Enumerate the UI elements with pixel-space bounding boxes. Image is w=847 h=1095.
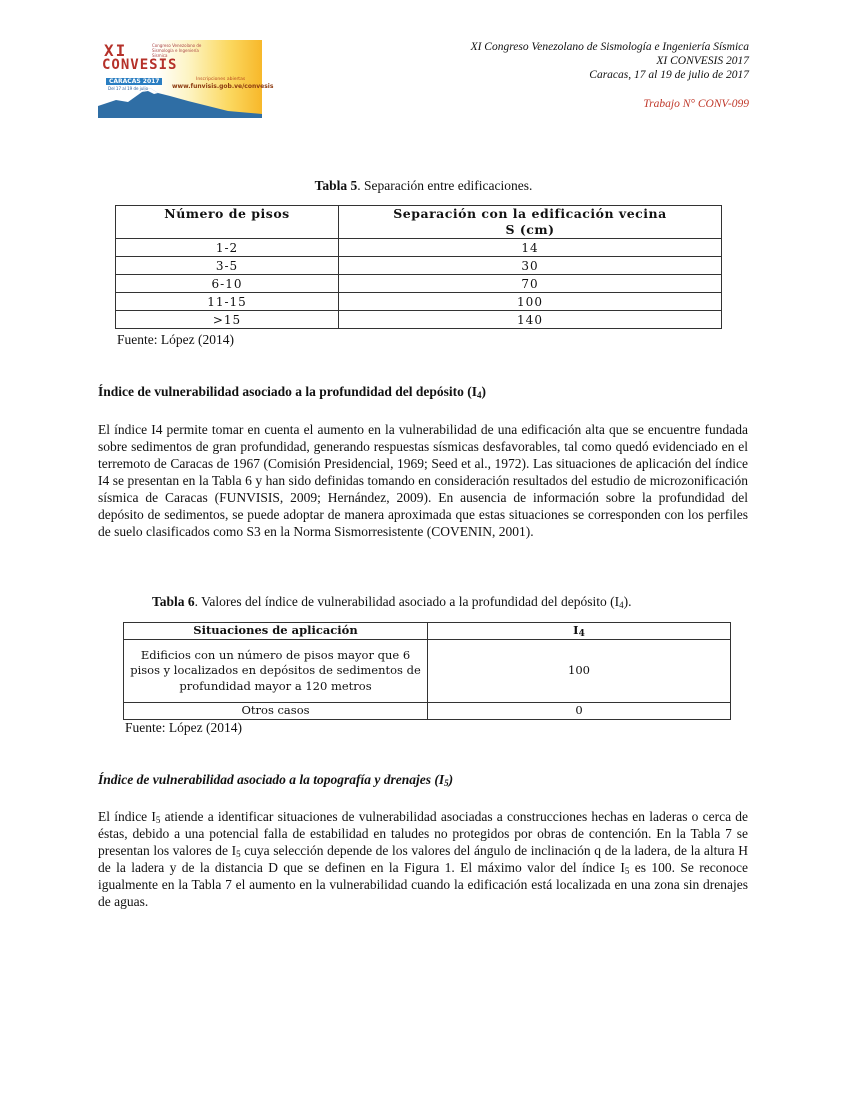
section-i5-heading-end: ) xyxy=(448,772,454,787)
table5 xyxy=(115,205,722,329)
section-i5-paragraph xyxy=(98,808,748,910)
table5-sep: 140 xyxy=(339,311,722,329)
table5-caption xyxy=(0,178,847,194)
table5-caption-text: . Separación entre edificaciones. xyxy=(357,178,533,193)
section-i5-text-2: atiende a identificar situaciones de vulnerabilidad asociadas a construcciones hechas en laderas o cerca de éstas, debido a una potencial falla de estabilidad en taludes no protegidos por obras de contención. En la Tabla 7 se presentan los valores de I xyxy=(98,809,749,858)
table5-caption-label: Tabla 5 xyxy=(314,178,358,193)
section-i5-sub-1: 5 xyxy=(155,815,161,825)
table-row xyxy=(124,703,731,720)
logo-url: www.funvisis.gob.ve/convesis xyxy=(172,83,274,90)
header-edition: XI CONVESIS 2017 xyxy=(656,55,749,67)
table6-valor: 0 xyxy=(428,703,731,720)
logo-name: CONVESIS xyxy=(102,57,178,73)
section-i4-heading xyxy=(98,384,486,400)
table5-pisos: >15 xyxy=(116,311,339,329)
table5-source: Fuente: López (2014) xyxy=(117,332,234,347)
table5-pisos: 3-5 xyxy=(116,257,339,275)
table-row xyxy=(116,293,722,311)
logo-tagline: Congreso Venezolano de Sismología e Ingeniería Sísmica xyxy=(152,43,202,58)
table-row xyxy=(116,275,722,293)
table6-col1-header: Situaciones de aplicación xyxy=(124,623,428,640)
section-i5-sub-2: 5 xyxy=(236,849,241,859)
table5-header-row xyxy=(116,206,722,239)
table6-col2-text: I xyxy=(573,623,579,638)
section-i4-paragraph: El índice I4 permite tomar en cuenta el aumento en la vulnerabilidad de una edificación alta que se encuentre fundada sobre sedimentos de gran profundidad, generando respuestas sísmicas desfavorables, tal como quedó evidenciado en el terremoto de Caracas de 1967 (Comisión Presidencial, 1969; Seed et al., 1972). Las situaciones de aplicación del índice I4 se presentan en la Tabla 6 y han sido definidas tomando en consideración resultados del estudio de microzonificación sísmica de Caracas (FUNVISIS, 2009; Hernández, 2009). En ausencia de información sobre la profundidad del depósito de sedimentos, se puede adoptar de manera aproximada que estas situaciones se corresponden con los perfiles de suelo clasificados como S3 en la Norma Sismorresistente (COVENIN, 2001). xyxy=(98,422,748,539)
table5-col1-header: Número de pisos xyxy=(116,206,339,239)
table6-situacion: Edificios con un número de pisos mayor que 6 pisos y localizados en depósitos de sedimentos de profundidad mayor a 120 metros xyxy=(124,640,428,703)
table5-col2-line1: Separación con la edificación vecina xyxy=(393,206,667,221)
table5-col2-line2: S (cm) xyxy=(505,222,555,237)
section-i5-heading-sub: 5 xyxy=(444,778,449,788)
table-row xyxy=(116,239,722,257)
section-i4-heading-text: Índice de vulnerabilidad asociado a la profundidad del depósito (I xyxy=(98,384,477,399)
table-row xyxy=(116,257,722,275)
table5-pisos: 6-10 xyxy=(116,275,339,293)
table6-col2-header xyxy=(428,623,731,640)
logo-city: CARACAS 2017 xyxy=(106,78,162,85)
convesis-logo xyxy=(98,40,274,118)
table5-sep: 70 xyxy=(339,275,722,293)
table6-col2-sub: 4 xyxy=(578,629,585,640)
table5-sep: 100 xyxy=(339,293,722,311)
logo-inscriptions: Inscripciones abiertas xyxy=(196,77,246,82)
section-i5-text-3: cuya selección depende de los valores del ángulo de inclinación q de la ladera, de la altura H de la ladera y de la distancia D que se definen en la Figura 1. El máximo valor del índice I xyxy=(98,843,748,875)
table6-caption-label: Tabla 6 xyxy=(152,594,195,609)
logo-dates: Del 17 al 19 de julio xyxy=(108,86,149,91)
header-work-number: Trabajo N° CONV-099 xyxy=(643,98,749,110)
table6-caption-text: . Valores del índice de vulnerabilidad asociado a la profundidad del depósito (I xyxy=(194,594,620,609)
section-i5-text-4: es 100. Se reconoce igualmente en la Tabla 7 el aumento en la vulnerabilidad cuando la edificación está localizada en una zona sin drenajes de aguas. xyxy=(98,860,748,909)
section-i4-heading-end: ) xyxy=(481,384,486,399)
table5-sep: 14 xyxy=(339,239,722,257)
table6-caption-sub: 4 xyxy=(619,600,624,610)
table-row xyxy=(116,311,722,329)
header-conference: XI Congreso Venezolano de Sismología e Ingeniería Sísmica xyxy=(470,41,749,53)
logo-roman: XI xyxy=(104,41,128,60)
table6-source: Fuente: López (2014) xyxy=(125,720,242,735)
section-i4-heading-sub: 4 xyxy=(476,390,482,400)
table5-pisos: 1-2 xyxy=(116,239,339,257)
table5-sep: 30 xyxy=(339,257,722,275)
table6-situacion: Otros casos xyxy=(124,703,428,720)
table6-header-row xyxy=(124,623,731,640)
section-i5-heading xyxy=(98,772,453,788)
section-i5-text-1: El índice I xyxy=(98,809,156,824)
section-i5-heading-text: Índice de vulnerabilidad asociado a la topografía y drenajes (I xyxy=(98,772,445,787)
table5-pisos: 11-15 xyxy=(116,293,339,311)
section-i5-sub-3: 5 xyxy=(624,866,630,876)
table6-caption-end: ). xyxy=(623,594,632,609)
table6 xyxy=(123,622,731,720)
table6-caption xyxy=(152,594,632,610)
header-place-date: Caracas, 17 al 19 de julio de 2017 xyxy=(589,69,749,81)
table5-col2-header xyxy=(339,206,722,239)
table6-valor: 100 xyxy=(428,640,731,703)
table-row xyxy=(124,640,731,703)
